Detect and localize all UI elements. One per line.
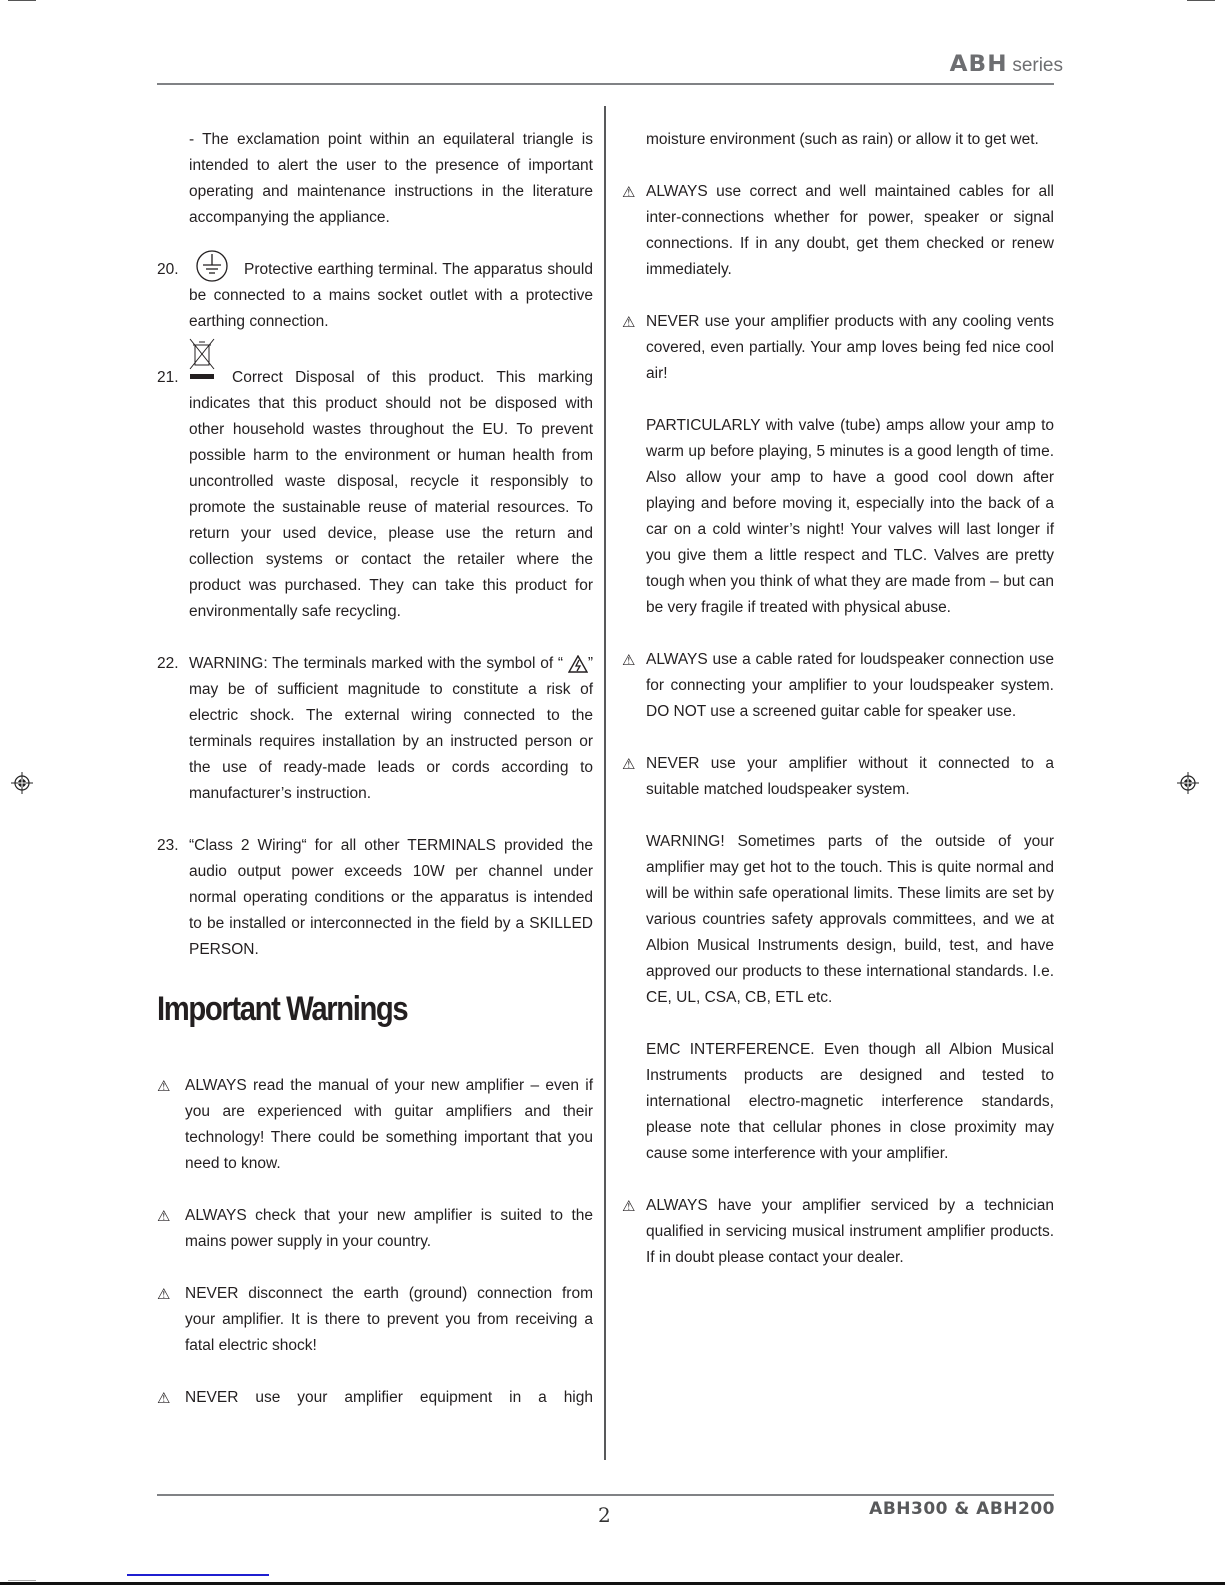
warning-text: ALWAYS check that your new amplifier is suited to the mains power supply in your country. xyxy=(185,1207,593,1250)
info-paragraph xyxy=(622,413,1054,621)
warning-item xyxy=(157,1281,593,1359)
right-column xyxy=(622,127,1054,1297)
registration-mark-icon xyxy=(11,772,33,794)
warning-text: ALWAYS read the manual of your new amplifier – even if you are experienced with guitar amplifiers and their technology! There could be something important that you need to know. xyxy=(185,1077,593,1172)
warning-item xyxy=(157,1203,593,1255)
list-item-21 xyxy=(157,365,593,625)
electric-shock-triangle-icon xyxy=(568,655,588,673)
warning-triangle-icon: ⚠ xyxy=(157,1208,171,1225)
item-text: “Class 2 Wiring“ for all other TERMINALS provided the audio output power exceeds 10W per channel under normal operating conditions or the apparatus is intended to be installed or interconnected in the field by a SKILLED PERSON. xyxy=(189,837,593,958)
warning-item xyxy=(157,1385,593,1411)
brand-suffix: series xyxy=(1012,55,1063,76)
crop-mark-top-right xyxy=(1187,0,1215,1)
warning-item xyxy=(622,647,1054,725)
footer-model-label: ABH300 & ABH200 xyxy=(869,1499,1055,1519)
item-number: 23. xyxy=(157,837,179,854)
exclamation-note: - The exclamation point within an equilateral triangle is intended to alert the user to the presence of important operating and maintenance instructions in the literature accompanying the appliance. xyxy=(189,131,593,226)
warning-triangle-icon: ⚠ xyxy=(157,1390,171,1407)
item-text: Protective earthing terminal. The apparatus should be connected to a mains socket outlet with a protective earthing connection. xyxy=(189,261,593,330)
warning-text: ALWAYS use correct and well maintained cables for all inter-connections whether for power, speaker or signal connections. If in any doubt, get them checked or renew immediately. xyxy=(646,183,1054,278)
continuation-text: moisture environment (such as rain) or allow it to get wet. xyxy=(646,131,1039,148)
registration-mark-icon xyxy=(1177,772,1199,794)
header-brand xyxy=(951,52,1063,77)
warning-item xyxy=(157,1073,593,1177)
warning-triangle-icon: ⚠ xyxy=(622,1198,636,1215)
brand-logo: ABH xyxy=(949,52,1008,77)
item-number: 20. xyxy=(157,261,179,278)
warning-text: NEVER use your amplifier without it connected to a suitable matched loudspeaker system. xyxy=(646,755,1054,798)
crop-mark-top-left xyxy=(8,0,36,1)
warning-item xyxy=(622,309,1054,387)
section-heading: Important Warnings xyxy=(157,990,408,1028)
left-column xyxy=(157,127,593,1437)
item-number: 21. xyxy=(157,369,179,386)
page-number: 2 xyxy=(598,1503,611,1527)
warning-text: NEVER disconnect the earth (ground) connection from your amplifier. It is there to prevent you from receiving a fatal electric shock! xyxy=(185,1285,593,1354)
warning-triangle-icon: ⚠ xyxy=(622,756,636,773)
weee-crossed-bin-icon xyxy=(189,337,215,390)
warning-triangle-icon: ⚠ xyxy=(622,314,636,331)
item-number: 22. xyxy=(157,655,179,672)
warning-item xyxy=(622,179,1054,283)
item-text-after: ” may be of sufficient magnitude to constitute a risk of electric shock. The external wiring connected to the terminals requires installation by an instructed person or the use of ready-made leads or cords according to manufacturer’s instruction. xyxy=(189,655,593,802)
paragraph-text: WARNING! Sometimes parts of the outside of your amplifier may get hot to the touch. This is quite normal and will be within safe operational limits. These limits are set by various countries safety approvals committees, and we at Albion Musical Instruments design, build, test, and have approved our products to these international standards. I.e. CE, UL, CSA, CB, ETL etc. xyxy=(646,833,1054,1006)
warning-text: NEVER use your amplifier equipment in a high xyxy=(185,1389,593,1406)
warning-text: ALWAYS use a cable rated for loudspeaker connection use for connecting your amplifier to your loudspeaker system. DO NOT use a screened guitar cable for speaker use. xyxy=(646,651,1054,720)
item-text: Correct Disposal of this product. This marking indicates that this product should not be disposed with other household wastes throughout the EU. To prevent possible harm to the environment or human health from uncontrolled waste disposal, recycle it responsibly to promote the sustainable reuse of material resources. To return your used device, please use the return and collection systems or contact the retailer where the product was purchased. They can take this product for environmentally safe recycling. xyxy=(189,369,593,620)
crop-mark-bottom-left xyxy=(8,1580,36,1581)
warning-item xyxy=(622,751,1054,803)
warning-text: ALWAYS have your amplifier serviced by a technician qualified in servicing musical instrument amplifier products. If in doubt please contact your dealer. xyxy=(646,1197,1054,1266)
warning-text: NEVER use your amplifier products with any cooling vents covered, even partially. Your amp loves being fed nice cool air! xyxy=(646,313,1054,382)
warning-triangle-icon: ⚠ xyxy=(622,184,636,201)
warning-triangle-icon: ⚠ xyxy=(622,652,636,669)
paragraph-text: PARTICULARLY with valve (tube) amps allow your amp to warm up before playing, 5 minutes is a good length of time. Also allow your amp to have a good cool down after playing and before moving it, especially into the back of a car on a cold winter’s night! Your valves will last longer if you give them a little respect and TLC. Valves are pretty tough when you think of what they are made from – but can be very fragile if treated with physical abuse. xyxy=(646,417,1054,616)
warning-triangle-icon: ⚠ xyxy=(157,1286,171,1303)
warning-triangle-icon: ⚠ xyxy=(157,1078,171,1095)
list-item-23 xyxy=(157,833,593,963)
info-paragraph xyxy=(622,1037,1054,1167)
paragraph-text: EMC INTERFERENCE. Even though all Albion Musical Instruments products are designed and tested to international electro-magnetic interference standards, please note that cellular phones in close proximity may cause some interference with your amplifier. xyxy=(646,1041,1054,1162)
info-paragraph xyxy=(622,829,1054,1011)
item-text-before: WARNING: The terminals marked with the symbol of “ xyxy=(189,655,568,672)
link-underline[interactable] xyxy=(127,1574,269,1576)
warning-item xyxy=(622,1193,1054,1271)
earth-ground-icon xyxy=(195,249,229,292)
column-divider xyxy=(604,106,606,1460)
header-rule xyxy=(157,83,1054,85)
list-item-20 xyxy=(157,257,593,335)
list-item-22 xyxy=(157,651,593,807)
footer-rule xyxy=(157,1494,1054,1496)
